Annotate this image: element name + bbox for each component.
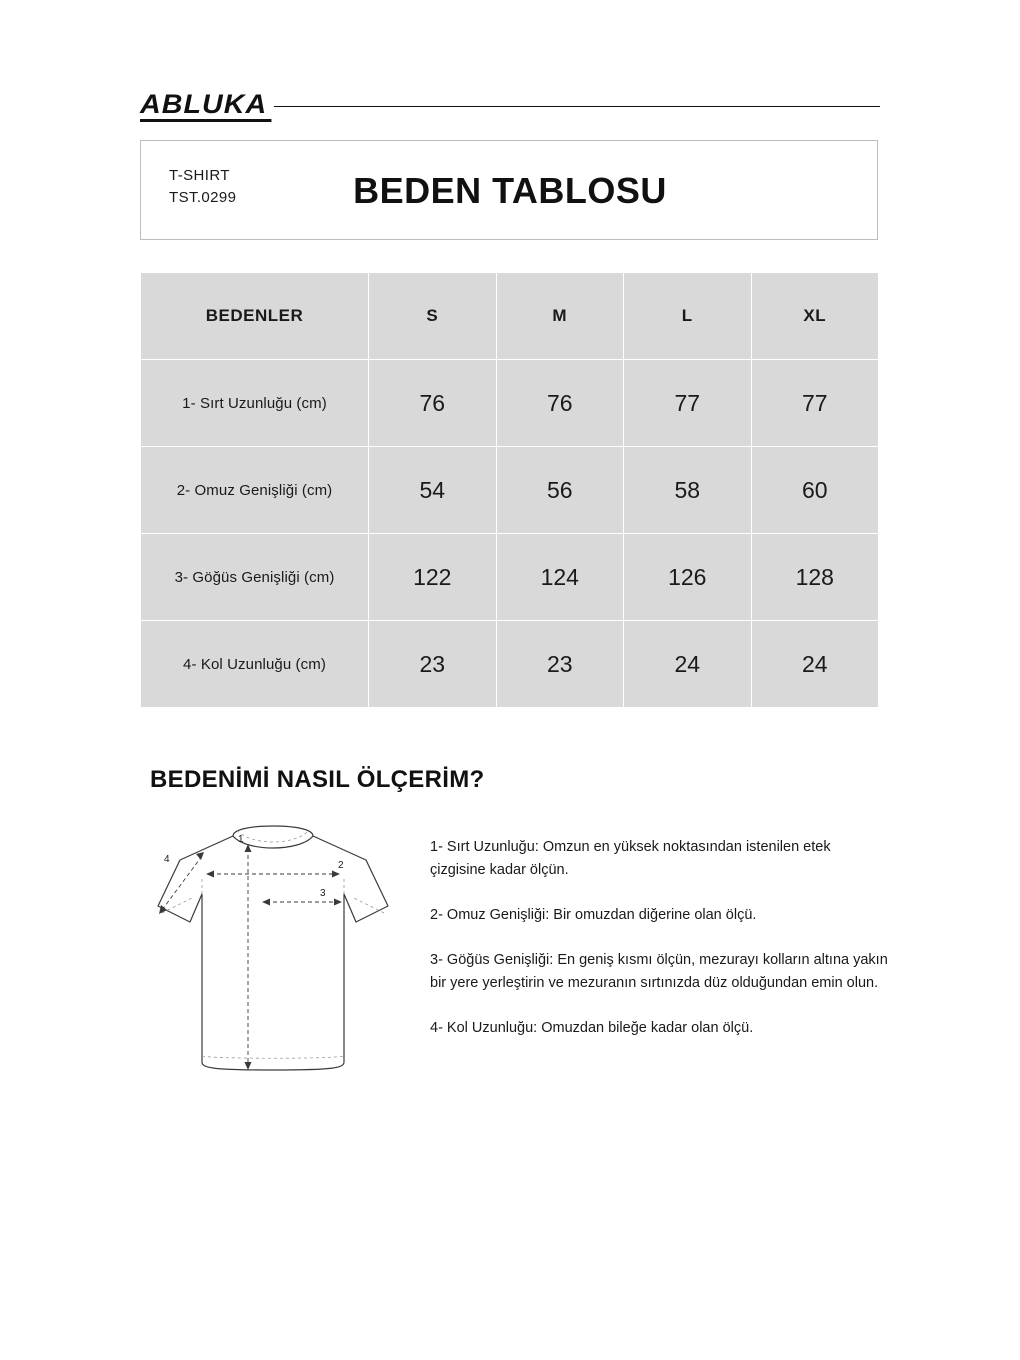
row-label-chest-width: 3- Göğüs Genişliği (cm) xyxy=(141,534,369,621)
cell-chest-width-xl: 128 xyxy=(751,534,879,621)
cell-back-length-l: 77 xyxy=(624,360,752,447)
diagram-label-4: 4 xyxy=(164,854,170,865)
header-divider xyxy=(274,106,880,107)
table-header-size-l: L xyxy=(624,273,752,360)
howto-title: BEDENİMİ NASIL ÖLÇERİM? xyxy=(150,766,485,793)
brand-header xyxy=(140,88,880,122)
page-title: BEDEN TABLOSU xyxy=(353,170,667,211)
table-header-size-m: M xyxy=(496,273,624,360)
diagram-label-3: 3 xyxy=(320,888,326,899)
cell-shoulder-width-s: 54 xyxy=(369,447,497,534)
instruction-shoulder-width: 2- Omuz Genişliği: Bir omuzdan diğerine olan ölçü. xyxy=(430,907,757,923)
cell-chest-width-s: 122 xyxy=(369,534,497,621)
tshirt-illustration-svg xyxy=(138,818,408,1098)
row-label-back-length: 1- Sırt Uzunluğu (cm) xyxy=(141,360,369,447)
product-code: TST.0299 xyxy=(169,189,237,206)
howto-instructions xyxy=(430,836,890,1040)
row-label-sleeve-length: 4- Kol Uzunluğu (cm) xyxy=(141,621,369,708)
cell-sleeve-length-xl: 24 xyxy=(751,621,879,708)
cell-chest-width-m: 124 xyxy=(496,534,624,621)
table-row xyxy=(141,447,879,534)
cell-back-length-s: 76 xyxy=(369,360,497,447)
instruction-chest-width: 3- Göğüs Genişliği: En geniş kısmı ölçün, mezurayı kolların altına yakın bir yere yerleştirin ve mezuranın sırtınızda düz olduğundan emin olun. xyxy=(430,952,888,991)
title-box xyxy=(140,140,878,240)
row-label-shoulder-width: 2- Omuz Genişliği (cm) xyxy=(141,447,369,534)
table-header-size-s: S xyxy=(369,273,497,360)
table-row xyxy=(141,534,879,621)
cell-shoulder-width-xl: 60 xyxy=(751,447,879,534)
table-row xyxy=(141,360,879,447)
cell-sleeve-length-l: 24 xyxy=(624,621,752,708)
instruction-sleeve-length: 4- Kol Uzunluğu: Omuzdan bileğe kadar olan ölçü. xyxy=(430,1020,754,1036)
cell-shoulder-width-l: 58 xyxy=(624,447,752,534)
cell-back-length-xl: 77 xyxy=(751,360,879,447)
table-header-label: BEDENLER xyxy=(141,273,369,360)
table-header-row xyxy=(141,273,879,360)
cell-sleeve-length-s: 23 xyxy=(369,621,497,708)
product-type: T-SHIRT xyxy=(169,167,230,184)
brand-logo: ABLUKA xyxy=(140,89,271,122)
table-header-size-xl: XL xyxy=(751,273,879,360)
cell-sleeve-length-m: 23 xyxy=(496,621,624,708)
diagram-label-2: 2 xyxy=(338,860,344,871)
size-table xyxy=(140,272,879,708)
table-row xyxy=(141,621,879,708)
cell-chest-width-l: 126 xyxy=(624,534,752,621)
cell-back-length-m: 76 xyxy=(496,360,624,447)
diagram-label-1: 1 xyxy=(238,834,244,845)
instruction-back-length: 1- Sırt Uzunluğu: Omzun en yüksek noktasından istenilen etek çizgisine kadar ölçün. xyxy=(430,839,831,878)
tshirt-diagram xyxy=(138,818,408,1098)
cell-shoulder-width-m: 56 xyxy=(496,447,624,534)
